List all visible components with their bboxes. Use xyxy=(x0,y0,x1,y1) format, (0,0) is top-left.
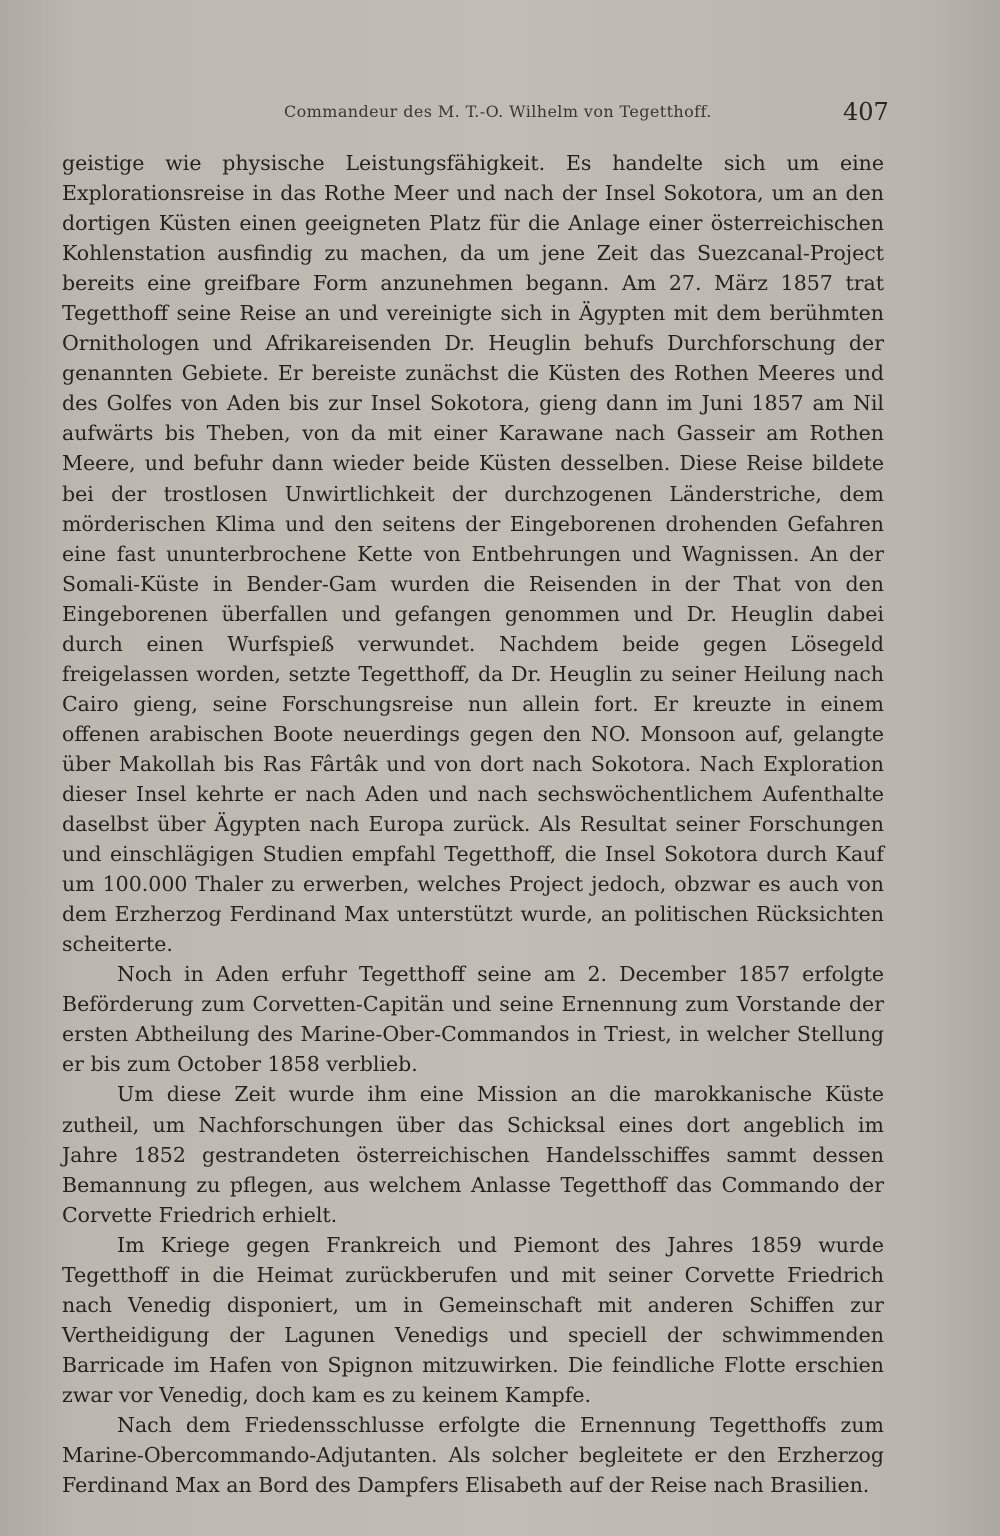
paragraph-3: Um diese Zeit wurde ihm eine Mission an die marokkanische Küste zutheil, um Nachforschungen über das Schicksal eines dort angeblich im Jahre 1852 gestrandeten österreichischen Handelsschiffes sammt dessen Bemannung zu pflegen, aus welchem Anlasse Tegetthoff das Commando der Corvette Friedrich erhielt. xyxy=(62,1082,884,1227)
page-number: 407 xyxy=(843,98,889,126)
running-title: Commandeur des M. T.-O. Wilhelm von Tegetthoff. xyxy=(284,102,712,121)
paragraph-5: Nach dem Friedensschlusse erfolgte die Ernennung Tegetthoffs zum Marine-Obercommando-Adjutanten. Als solcher begleitete er den Erzherzog Ferdinand Max an Bord des Dampfers Elisabeth auf der Reise nach Brasilien. xyxy=(62,1412,884,1498)
running-head xyxy=(0,98,1000,138)
paragraph-2: Noch in Aden erfuhr Tegetthoff seine am 2. December 1857 erfolgte Beförderung zum Corvetten-Capitän und seine Ernennung zum Vorstande der ersten Abtheilung des Marine-Ober-Commandos in Triest, in welcher Stellung er bis zum October 1858 verblieb. xyxy=(62,962,884,1077)
paragraph-4: Im Kriege gegen Frankreich und Piemont des Jahres 1859 wurde Tegetthoff in die Heimat zurückberufen und mit seiner Corvette Friedrich nach Venedig disponiert, um in Gemeinschaft mit anderen Schiffen zur Vertheidigung der Lagunen Venedigs und speciell der schwimmenden Barricade im Hafen von Spignon mitzuwirken. Die feindliche Flotte erschien zwar vor Venedig, doch kam es zu keinem Kampfe. xyxy=(62,1232,884,1407)
paragraph-1: geistige wie physische Leistungsfähigkeit. Es handelte sich um eine Explorationsreise in das Rothe Meer und nach der Insel Sokotora, um an den dortigen Küsten einen geeigneten Platz für die Anlage einer österreichischen Kohlenstation ausfindig zu machen, da um jene Zeit das Suezcanal-Project bereits eine greifbare Form anzunehmen begann. Am 27. März 1857 trat Tegetthoff seine Reise an und vereinigte sich in Ägypten mit dem berühmten Ornithologen und Afrikareisenden Dr. Heuglin behufs Durchforschung der genannten Gebiete. Er bereiste zunächst die Küsten des Rothen Meeres und des Golfes von Aden bis zur Insel Sokotora, gieng dann im Juni 1857 am Nil aufwärts bis Theben, von da mit einer Karawane nach Gasseir am Rothen Meere, und befuhr dann wieder beide Küsten desselben. Diese Reise bildete bei der trostlosen Unwirtlichkeit der durchzogenen Länderstriche, dem mörderischen Klima und den seitens der Eingeborenen drohenden Gefahren eine fast ununterbrochene Kette von Entbehrungen und Wagnissen. An der Somali-Küste in Bender-Gam wurden die Reisenden in der That von den Eingeborenen überfallen und gefangen genommen und Dr. Heuglin dabei durch einen Wurfspieß verwundet. Nachdem beide gegen Lösegeld freigelassen worden, setzte Tegetthoff, da Dr. Heuglin zu seiner Heilung nach Cairo gieng, seine Forschungsreise nun allein fort. Er kreuzte in einem offenen arabischen Boote neuerdings gegen den NO. Monsoon auf, gelangte über Makollah bis Ras Fârtâk und von dort nach Sokotora. Nach Exploration dieser Insel kehrte er nach Aden und nach sechswöchentlichem Aufenthalte daselbst über Ägypten nach Europa zurück. Als Resultat seiner Forschungen und einschlägigen Studien empfahl Tegetthoff, die Insel Sokotora durch Kauf um 100.000 Thaler zu erwerben, welches Project jedoch, obzwar es auch von dem Erzherzog Ferdinand Max unterstützt wurde, an politischen Rücksichten scheiterte. xyxy=(62,151,884,957)
body-text xyxy=(62,148,884,1500)
